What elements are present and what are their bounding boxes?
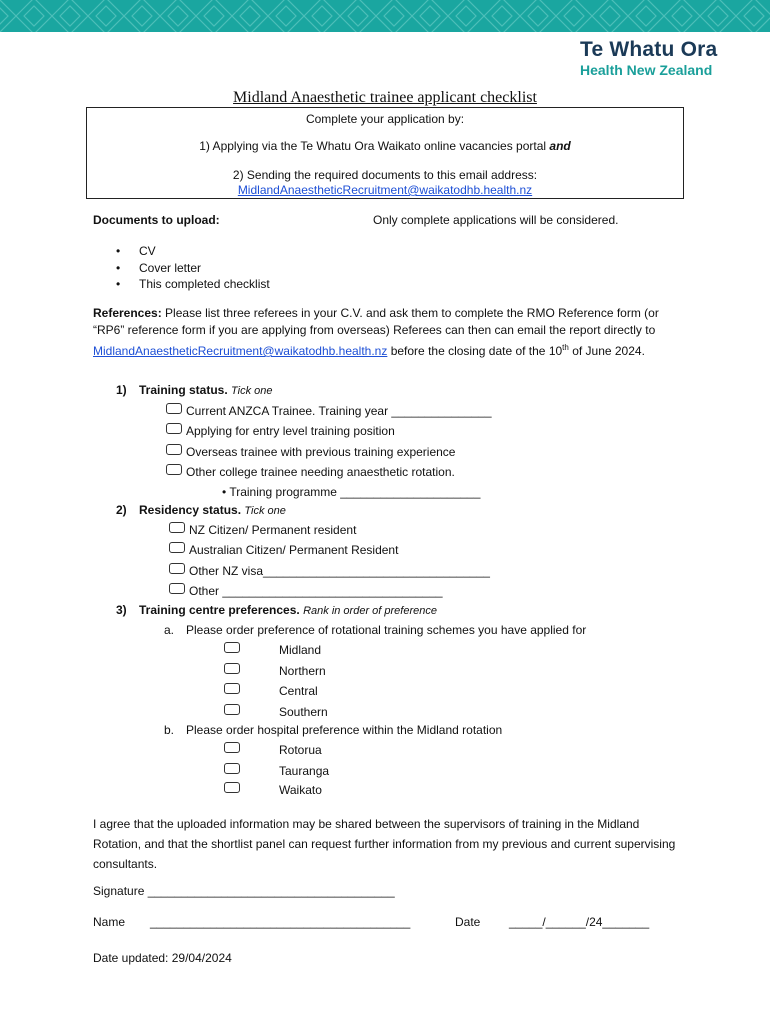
- document-item-cv: CV: [139, 244, 156, 258]
- banner-diamond-inner: [528, 6, 548, 26]
- section3b-label: b.: [164, 723, 175, 737]
- logo-line2: Health New Zealand: [580, 62, 713, 78]
- references-email-link[interactable]: MidlandAnaestheticRecruitment@waikatodhb.health.nz: [93, 344, 388, 358]
- hospital-rotorua: Rotorua: [279, 743, 322, 757]
- banner-diamond: [484, 0, 520, 32]
- banner-diamond-inner: [60, 6, 80, 26]
- banner-diamond: [16, 0, 52, 32]
- option-anzca-trainee: Current ANZCA Trainee. Training year _______________: [186, 404, 492, 418]
- banner-diamond-inner: [204, 6, 224, 26]
- option-other-college: Other college trainee needing anaesthetic rotation.: [186, 465, 455, 479]
- option-other-residency: Other _________________________________: [189, 584, 443, 598]
- banner-diamond: [340, 0, 376, 32]
- banner-diamond: [736, 0, 770, 32]
- banner-diamond: [160, 0, 196, 32]
- rank-box-tauranga[interactable]: [224, 763, 240, 774]
- documents-bullet: •: [116, 277, 121, 291]
- scheme-central: Central: [279, 684, 318, 698]
- section3-heading: Training centre preferences. Rank in order of preference: [139, 603, 437, 617]
- checkbox-overseas-trainee[interactable]: [166, 444, 182, 455]
- banner-diamond: [52, 0, 88, 32]
- checkbox-other-college[interactable]: [166, 464, 182, 475]
- document-item-checklist: This completed checklist: [139, 277, 270, 291]
- documents-bullet: •: [116, 244, 121, 258]
- instructions-email-link[interactable]: MidlandAnaestheticRecruitment@waikatodhb.health.nz: [237, 183, 533, 197]
- banner-diamond-inner: [600, 6, 620, 26]
- rank-box-midland[interactable]: [224, 642, 240, 653]
- banner-pattern: [0, 0, 770, 32]
- hospital-waikato: Waikato: [279, 783, 322, 797]
- banner-diamond: [520, 0, 556, 32]
- option-overseas-trainee: Overseas trainee with previous training experience: [186, 445, 456, 459]
- agreement-text: I agree that the uploaded information may be shared between the supervisors of training in the Midland Rotation, and that the shortlist panel can request further information from my previous and current supervising consultants.: [93, 817, 676, 871]
- banner-diamond-inner: [420, 6, 440, 26]
- banner-diamond: [664, 0, 700, 32]
- banner-diamond-inner: [672, 6, 692, 26]
- banner-diamond-inner: [168, 6, 188, 26]
- banner-diamond-inner: [708, 6, 728, 26]
- section3b-text: Please order hospital preference within the Midland rotation: [186, 723, 503, 737]
- section1-heading: Training status. Tick one: [139, 383, 273, 397]
- section3-number: 3): [116, 603, 127, 617]
- instructions-box: [86, 107, 684, 199]
- checkbox-other-residency[interactable]: [169, 583, 185, 594]
- rank-box-central[interactable]: [224, 683, 240, 694]
- banner-diamond: [88, 0, 124, 32]
- banner-diamond: [628, 0, 664, 32]
- page-title: Midland Anaesthetic trainee applicant checklist: [233, 89, 537, 106]
- banner-diamond-inner: [636, 6, 656, 26]
- documents-bullet: •: [116, 261, 121, 275]
- date-label: Date: [455, 915, 481, 929]
- date-updated: Date updated: 29/04/2024: [93, 951, 232, 965]
- banner-diamond: [376, 0, 412, 32]
- step1-emphasis: and: [549, 139, 571, 153]
- section3a-text: Please order preference of rotational training schemes you have applied for: [186, 623, 587, 637]
- banner-diamond: [412, 0, 448, 32]
- instructions-step2: 2) Sending the required documents to this email address:: [232, 168, 538, 182]
- banner-diamond-inner: [564, 6, 584, 26]
- banner-diamond: [592, 0, 628, 32]
- document-item-cover-letter: Cover letter: [139, 261, 202, 275]
- rank-box-waikato[interactable]: [224, 782, 240, 793]
- references-paragraph: References: Please list three referees in your C.V. and ask them to complete the RMO Reference form (or “RP6” reference form if you are applying from overseas) Referees can then can email the report directly to MidlandAnaestheticRecruitment@waikatodhb.health.nz before the closing date of the 10th of June 2024.: [93, 306, 659, 358]
- signature-field[interactable]: Signature _____________________________________: [93, 884, 395, 898]
- section2-heading: Residency status. Tick one: [139, 503, 286, 517]
- banner-diamond: [268, 0, 304, 32]
- scheme-midland: Midland: [279, 643, 322, 657]
- banner-diamond-inner: [132, 6, 152, 26]
- checkbox-nz-citizen[interactable]: [169, 522, 185, 533]
- banner-diamond-inner: [384, 6, 404, 26]
- name-label: Name: [93, 915, 126, 929]
- checkbox-australian-citizen[interactable]: [169, 542, 185, 553]
- brand-logo: [580, 38, 717, 79]
- documents-label: Documents to upload:: [93, 213, 220, 227]
- banner-diamond: [700, 0, 736, 32]
- rank-box-southern[interactable]: [224, 704, 240, 715]
- checkbox-anzca-trainee[interactable]: [166, 403, 182, 414]
- section2-hint: Tick one: [244, 505, 286, 517]
- instructions-heading: Complete your application by:: [305, 112, 465, 126]
- header-banner: [0, 0, 770, 32]
- banner-diamond-inner: [744, 6, 764, 26]
- option-other-nz-visa: Other NZ visa__________________________________: [189, 564, 490, 578]
- banner-diamond-inner: [456, 6, 476, 26]
- section1-number: 1): [116, 383, 127, 397]
- hospital-tauranga: Tauranga: [279, 764, 330, 778]
- checkbox-other-nz-visa[interactable]: [169, 563, 185, 574]
- rank-box-rotorua[interactable]: [224, 742, 240, 753]
- name-field[interactable]: _______________________________________: [150, 915, 411, 929]
- banner-diamond-inner: [240, 6, 260, 26]
- banner-diamond-inner: [312, 6, 332, 26]
- banner-diamond: [556, 0, 592, 32]
- section3-hint: Rank in order of preference: [303, 605, 437, 617]
- banner-diamond: [232, 0, 268, 32]
- banner-diamond: [124, 0, 160, 32]
- option-nz-citizen: NZ Citizen/ Permanent resident: [189, 523, 357, 537]
- banner-diamond-inner: [24, 6, 44, 26]
- section3a-label: a.: [164, 623, 175, 637]
- scheme-northern: Northern: [279, 664, 326, 678]
- date-field[interactable]: _____/______/24_______: [509, 915, 650, 929]
- banner-diamond: [304, 0, 340, 32]
- banner-diamond-inner: [276, 6, 296, 26]
- scheme-southern: Southern: [279, 705, 328, 719]
- banner-diamond: [196, 0, 232, 32]
- option-entry-level: Applying for entry level training position: [186, 424, 395, 438]
- section2-number: 2): [116, 503, 127, 517]
- banner-diamond-inner: [492, 6, 512, 26]
- logo-line1: Te Whatu Ora: [580, 38, 718, 61]
- training-programme-field[interactable]: • Training programme _____________________: [222, 485, 481, 499]
- banner-diamond-inner: [348, 6, 368, 26]
- documents-note: Only complete applications will be considered.: [373, 213, 619, 227]
- instructions-step1: 1) Applying via the Te Whatu Ora Waikato online vacancies portal and: [199, 139, 571, 153]
- banner-diamond: [448, 0, 484, 32]
- option-australian-citizen: Australian Citizen/ Permanent Resident: [189, 543, 399, 557]
- references-label: References:: [93, 306, 162, 320]
- banner-diamond-inner: [0, 6, 8, 26]
- section1-hint: Tick one: [231, 385, 273, 397]
- checkbox-entry-level[interactable]: [166, 423, 182, 434]
- rank-box-northern[interactable]: [224, 663, 240, 674]
- banner-diamond-inner: [96, 6, 116, 26]
